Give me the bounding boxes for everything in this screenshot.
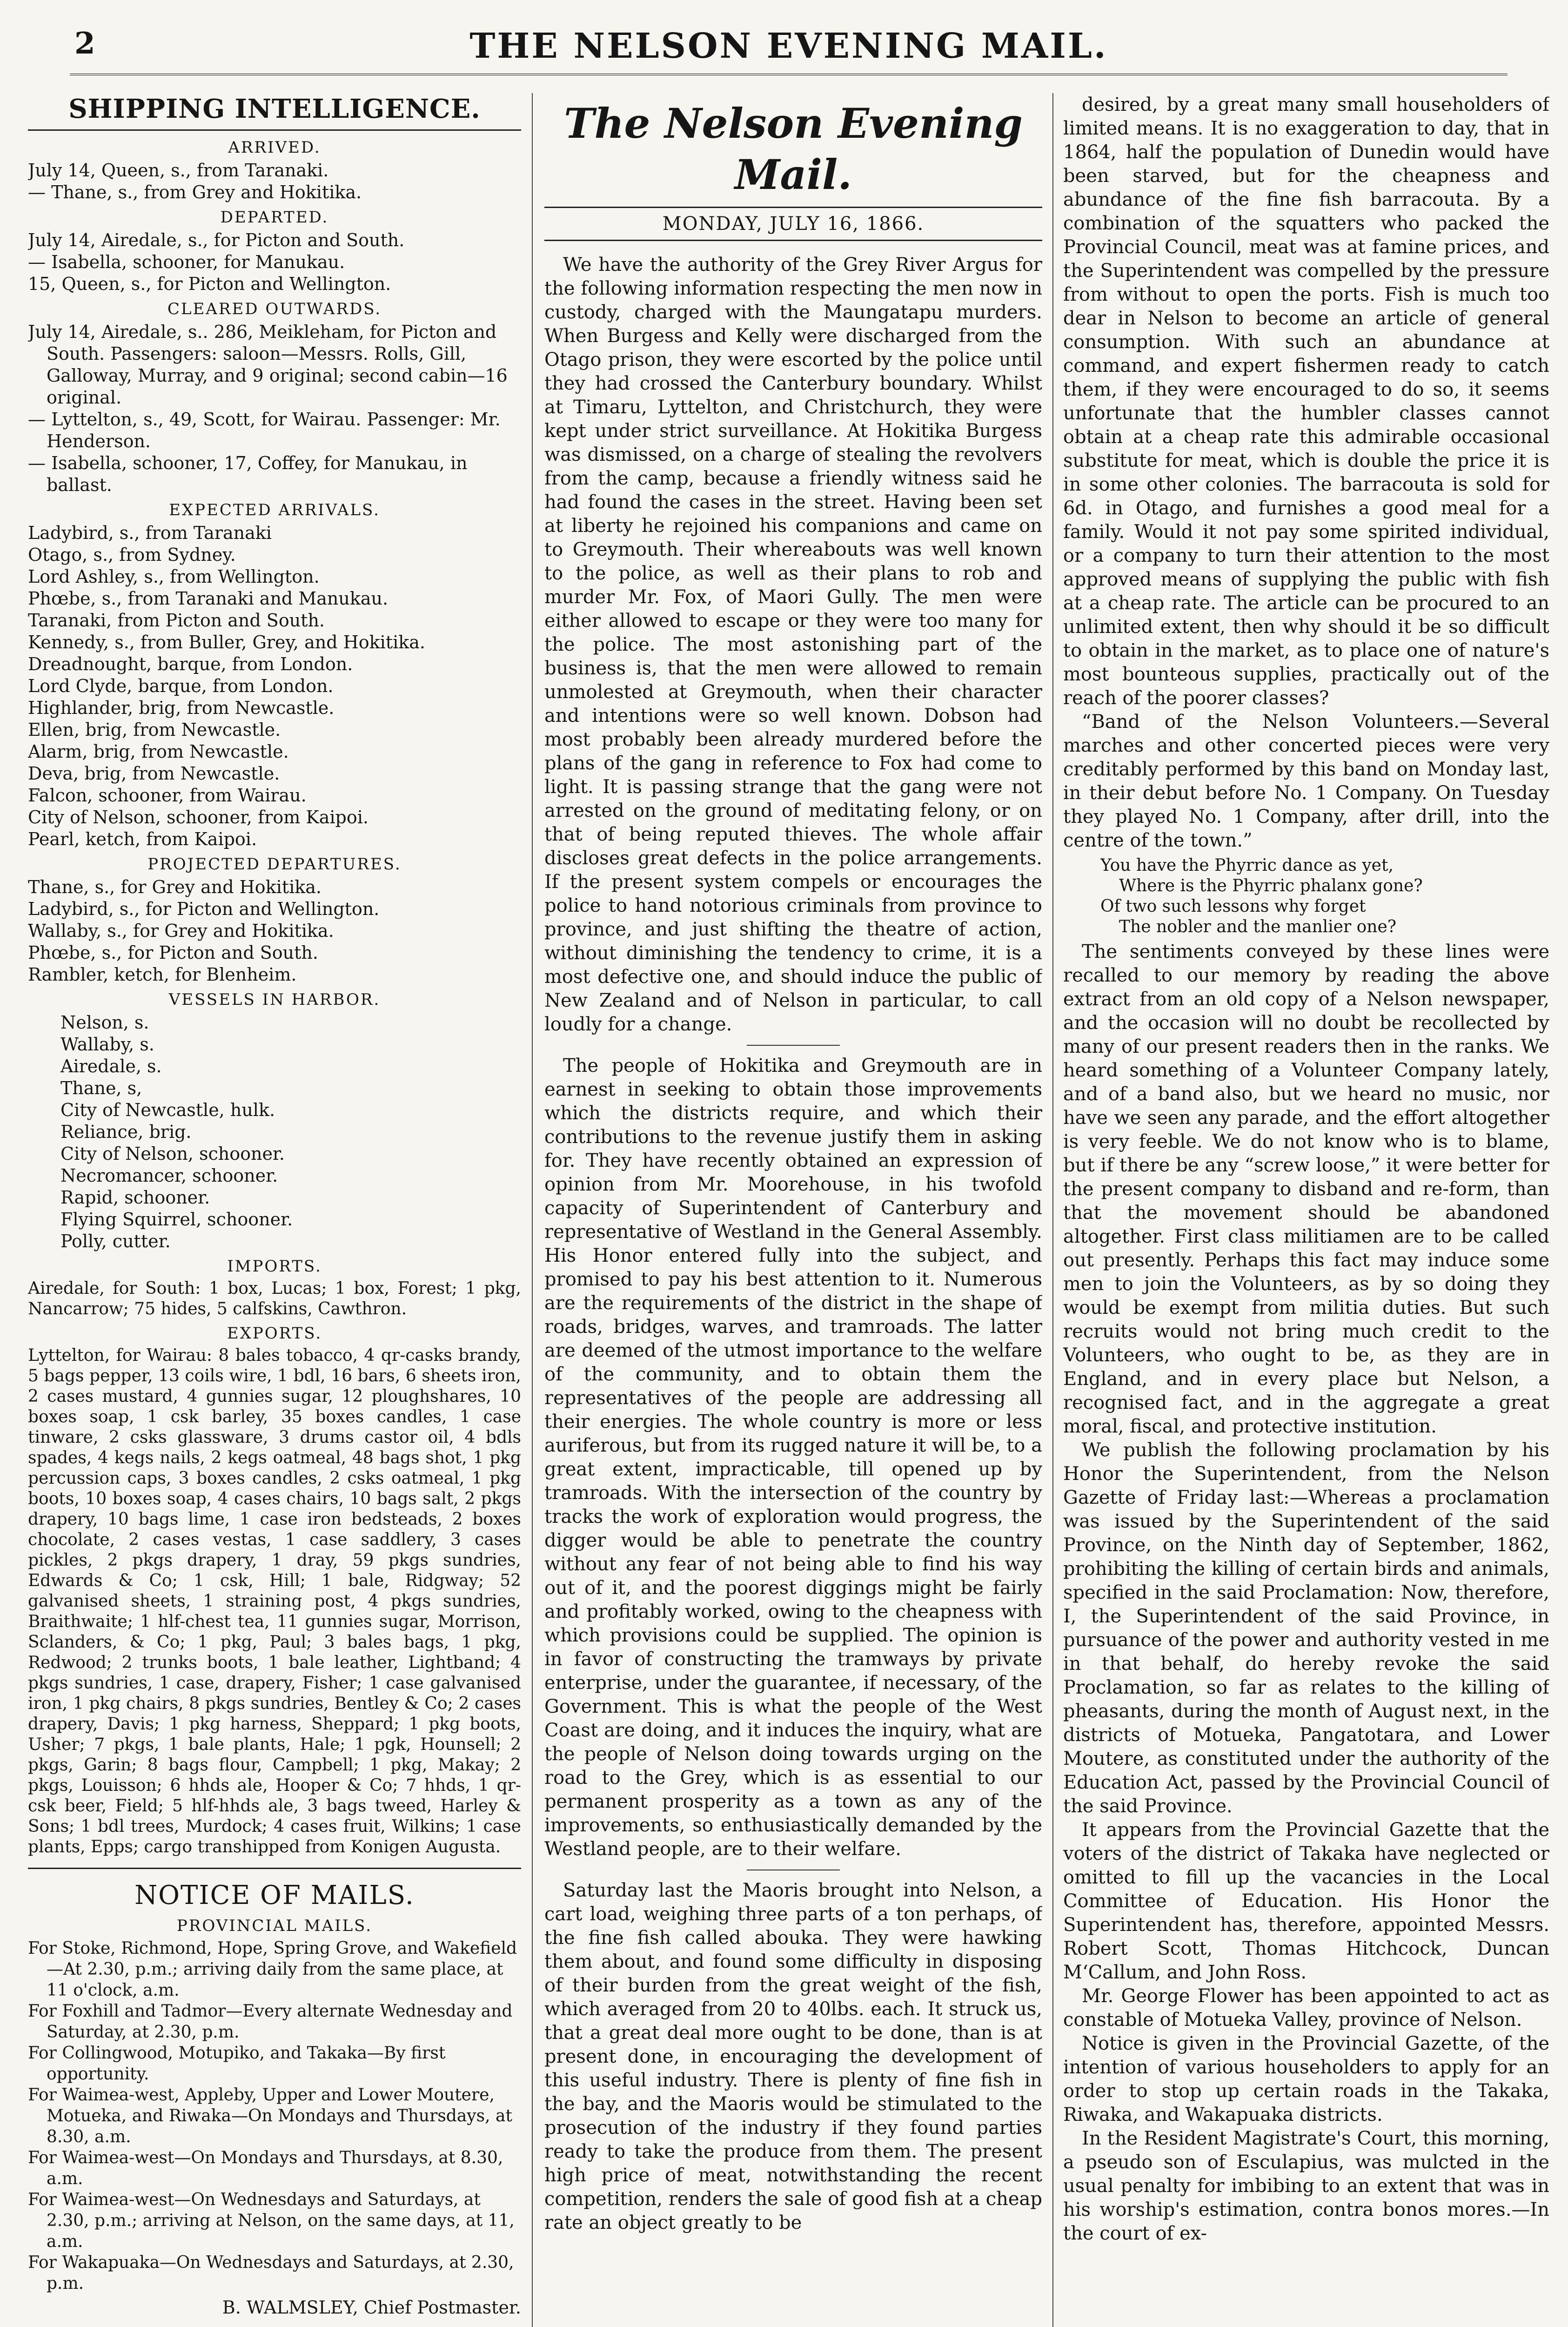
mails-heading: NOTICE OF MAILS. [134, 1880, 415, 1910]
list-item: Kennedy, s., from Buller, Grey, and Hokitika. [28, 632, 425, 652]
mail-item: For Waimea-west, Appleby, Upper and Lower Moutere, Motueka, and Riwaka—On Mondays and Thursdays, at 8.30, a.m. [28, 2085, 512, 2146]
list-item: Lord Clyde, barque, from London. [28, 676, 334, 696]
exports-heading: EXPORTS. [227, 1324, 322, 1343]
mail-item: For Waimea-west—On Mondays and Thursdays, at 8.30, a.m. [28, 2148, 503, 2188]
list-item: City of Nelson, schooner, from Kaipoi. [28, 807, 369, 827]
mail-item: For Stoke, Richmond, Hope, Spring Grove, and Wakefield—At 2.30, p.m.; arriving daily from the same place, at 11 o'clock, a.m. [28, 1939, 517, 2000]
list-item: Rambler, ketch, for Blenheim. [28, 964, 297, 985]
list-item: July 14, Airedale, s.. 286, Meikleham, for Picton and South. Passengers: saloon—Messrs. Rolls, Gill, Galloway, Murray, and 9 original; second cabin—16 original. [28, 322, 508, 408]
poem-line: Of two such lessons why forget [1100, 897, 1366, 916]
list-item: July 14, Airedale, s., for Picton and South. [28, 230, 405, 250]
column-shipping [28, 93, 521, 2327]
article-paragraph: Notice is given in the Provincial Gazette, of the intention of various householders to apply for an order to stop up certain roads in the Takaka, Riwaka, and Wakapuaka districts. [1063, 2033, 1549, 2125]
list-item: — Lyttelton, s., 49, Scott, for Wairau. Passenger: Mr. Henderson. [28, 409, 501, 451]
article-paragraph: The sentiments conveyed by these lines were recalled to our memory by reading the above extract from an old copy of a Nelson newspaper, and the occasion will no doubt be recollected by many of our present readers then in the ranks. We heard something of a Volunteer Company lately, and of a band also, but we heard no music, nor have we seen any parade, and the effort altogether is very feeble. We do not know who is to blame, but if there be any “screw loose,” it were better for the present company to disband and re-form, than that the movement should be abandoned altogether. First class militiamen are to be called out presently. Perhaps this fact may induce some men to join the Volunteers, as by so doing they would be exempt from militia duties. But such recruits would not bring much credit to the Volunteers, who ought to be, as they are in England, and in every place but Nelson, a recognised fact, and in the aggregate a great moral, fiscal, and protective institution. [1063, 941, 1549, 1437]
mail-item: For Collingwood, Motupiko, and Takaka—By first opportunity. [28, 2044, 446, 2084]
article-paragraph: “Band of the Nelson Volunteers.—Several marches and other concerted pieces were very creditably performed by this band on Monday last, in their debut before No. 1 Company. On Tuesday they played No. 1 Company, after drill, into the centre of the town.” [1063, 711, 1549, 851]
list-item: Alarm, brig, from Newcastle. [28, 741, 289, 762]
list-item: Airedale, s. [60, 1056, 162, 1076]
poem-line: You have the Phyrric dance as yet, [1100, 856, 1394, 875]
article-divider [747, 1045, 840, 1046]
provincial-mails-heading: PROVINCIAL MAILS. [176, 1917, 373, 1935]
list-item: July 14, Queen, s., from Taranaki. [28, 160, 329, 181]
list-item: Deva, brig, from Newcastle. [28, 763, 280, 784]
list-item: Lord Ashley, s., from Wellington. [28, 566, 320, 587]
list-item: Reliance, brig. [60, 1122, 192, 1142]
list-item: Rapid, schooner. [60, 1187, 210, 1208]
list-item: City of Nelson, schooner. [60, 1143, 285, 1164]
vessels-heading: VESSELS IN HARBOR. [168, 990, 381, 1009]
imports-text: Airedale, for South: 1 box, Lucas; 1 box, Forest; 1 pkg, Nancarrow; 75 hides, 5 calfskins, Cawthron. [28, 1279, 521, 1318]
list-item: Wallaby, s., for Grey and Hokitika. [28, 921, 334, 941]
list-item: — Isabella, schooner, 17, Coffey, for Manukau, in ballast. [28, 453, 468, 495]
article-paragraph: We publish the following proclamation by his Honor the Superintendent, from the Nelson Gazette of Friday last:—Whereas a proclamation was issued by the Superintendent of the said Province, on the Ninth day of September, 1862, prohibiting the killing of certain birds and animals, specified in the said Proclamation: Now, therefore, I, the Superintendent of the said Province, in pursuance of the power and authority vested in me in that behalf, do hereby revoke the said Proclamation, so far as relates to the killing of pheasants, during the month of August next, in the districts of Motueka, Pangatotara, and Lower Moutere, as constituted under the authority of the Education Act, passed by the Provincial Council of the said Province. [1063, 1439, 1549, 1817]
postmaster-signature: B. WALMSLEY, Chief Postmaster. [222, 2297, 521, 2318]
column-rule [532, 93, 533, 2327]
list-item: Polly, cutter. [60, 1231, 171, 1251]
list-item: 15, Queen, s., for Picton and Wellington. [28, 274, 391, 294]
article-paragraph: It appears from the Provincial Gazette that the voters of the district of Takaka have neglected or omitted to fill up the vacancies in the Local Committee of Education. His Honor the Superintendent has, therefore, appointed Messrs. Robert Scott, Thomas Hitchcock, Duncan M‘Callum, and John Ross. [1063, 1819, 1549, 1983]
list-item: Falcon, schooner, from Wairau. [28, 785, 307, 806]
column-rule [1052, 93, 1053, 2327]
dateline: MONDAY, JULY 16, 1866. [544, 207, 1042, 241]
poem-line: Where is the Phyrric phalanx gone? [1119, 876, 1423, 895]
poem [1063, 855, 1549, 937]
list-item: Dreadnought, barque, from London. [28, 654, 353, 674]
article-paragraph: desired, by a great many small householders of limited means. It is no exaggeration to day, that in 1864, half the population of Dunedin would have been starved, but for the cheapness and abundance of the fine fish barracouta. By a combination of the squatters who packed the Provincial Council, meat was at famine prices, and the Superintendent was compelled by the pressure from without to open the ports. Fish is much too dear in Nelson to become an article of general consumption. With such an abundance at command, and expert fishermen ready to catch them, if they were encouraged to do so, it seems unfortunate that the humbler classes cannot obtain at a cheap rate this admirable occasional substitute for meat, which is double the price it is in some other colonies. The barracouta is sold for 6d. in Otago, and furnishes a good meal for a family. Would it not pay some spirited individual, or a company to turn their attention to the most approved means of supplying the public with fish at a cheap rate. The article can be procured to an unlimited extent, then why should it be so difficult to obtain in the market, as to place one of nature's most bounteous supplies, practically out of the reach of the poorer classes? [1063, 94, 1549, 709]
list-item: Flying Squirrel, schooner. [60, 1209, 293, 1230]
cleared-heading: CLEARED OUTWARDS. [167, 300, 382, 318]
mail-item: For Waimea-west—On Wednesdays and Saturdays, at 2.30, p.m.; arriving at Nelson, on the same days, at 11, a.m. [28, 2190, 515, 2251]
list-item: Thane, s., for Grey and Hokitika. [28, 877, 322, 897]
list-item: Highlander, brig, from Newcastle. [28, 698, 335, 718]
expected-heading: EXPECTED ARRIVALS. [169, 501, 380, 519]
list-item: Ellen, brig, from Newcastle. [28, 720, 281, 740]
paper-title: THE NELSON EVENING MAIL. [469, 26, 1108, 66]
projected-heading: PROJECTED DEPARTURES. [147, 855, 402, 874]
article-paragraph: The people of Hokitika and Greymouth are in earnest in seeking to obtain those improvements which the districts require, and which their contributions to the revenue justify them in asking for. They have recently obtained an expression of opinion from Mr. Moorehouse, in his twofold capacity of Superintendent of Canterbury and representative of Westland in the General Assembly. His Honor entered fully into the subject, and promised to pay his best attention to it. Numerous are the requirements of the district in the shape of roads, bridges, warves, and tramroads. The latter are deemed of the utmost importance to the welfare of the community, and to obtain them the representatives of the people are addressing all their energies. The whole country is more or less auriferous, but from its rugged nature it will be, to a great extent, impracticable, till opened up by tramroads. With the intersection of the country by tracks the work of exploration would progress, the digger would be able to penetrate the country without any fear of not being able to find his way out of it, and the poorest diggings might be fairly and profitably worked, owing to the cheapness with which provisions could be supplied. The opinion is in favor of constructing the tramways by private enterprise, under the guarantee, if necessary, of the Government. This is what the people of the West Coast are doing, and it induces the inquiry, what are the people of Nelson doing towards urging on the road to the Grey, which is as essential to our permanent prosperity as a town as any of the improvements, so enthusiastically demanded by the Westland people, are to their welfare. [544, 1055, 1042, 1860]
departed-heading: DEPARTED. [220, 208, 329, 227]
section-divider [28, 1868, 521, 1869]
mail-item: For Wakapuaka—On Wednesdays and Saturdays, at 2.30, p.m. [28, 2253, 514, 2293]
list-item: Phœbe, s., from Taranaki and Manukau. [28, 588, 389, 609]
list-item: Otago, s., from Sydney. [28, 545, 236, 565]
article-paragraph: In the Resident Magistrate's Court, this morning, a pseudo son of Esculapius, was mulcted in the usual penalty for imbibing to an extent that was in his worship's estimation, contra bonos mores.—In the court of ex- [1063, 2128, 1549, 2244]
list-item: Pearl, ketch, from Kaipoi. [28, 829, 257, 849]
list-item: — Isabella, schooner, for Manukau. [28, 252, 345, 272]
list-item: City of Newcastle, hulk. [60, 1100, 275, 1120]
list-item: Necromancer, schooner. [60, 1165, 278, 1186]
list-item: Taranaki, from Picton and South. [28, 610, 325, 631]
page-number: 2 [74, 26, 95, 61]
article-paragraph: We have the authority of the Grey River Argus for the following information respecting the men now in custody, charged with the Maungatapu murders. When Burgess and Kelly were discharged from the Otago prison, they were escorted by the police until they had crossed the Canterbury boundary. Whilst at Timaru, Lyttelton, and Christchurch, they were kept under strict surveillance. At Hokitika Burgess was dismissed, on a charge of stealing the revolvers from the camp, because a friendly witness said he had found the cases in the street. Having been set at liberty he rejoined his companions and came on to Greymouth. Their whereabouts was well known to the police, as well as their plans to rob and murder Mr. Fox, of Maori Gully. The men were either allowed to escape or they were too many for the police. The most astonishing part of the business is, that the men were allowed to remain unmolested at Greymouth, when their character and intentions were so well known. Dobson had most probably been already murdered before the plans of the gang in reference to Fox had come to light. It is passing strange that the gang were not arrested on the ground of meditating felony, or on that of being reputed thieves. The whole affair discloses great defects in the police arrangements. If the present system compels or encourages the police to hand notorious criminals from province to province, and just shifting the theatre of action, without diminishing the tendency to crime, it is a most defective one, and should induce the public of New Zealand and of Nelson in particular, to call loudly for a change. [544, 254, 1042, 1035]
nameplate: The Nelson Evening Mail. [564, 99, 1023, 199]
exports-text: Lyttelton, for Wairau: 8 bales tobacco, 4 qr-casks brandy, 5 bags pepper, 13 coils wire, 1 bdl, 16 bars, 6 sheets iron, 2 cases mustard, 4 gunnies sugar, 12 ploughshares, 10 boxes soap, 1 csk barley, 35 boxes candles, 1 case tinware, 2 csks glassware, 3 drums castor oil, 4 bdls spades, 4 kegs nails, 2 kegs oatmeal, 48 bags shot, 1 pkg percussion caps, 3 boxes candles, 2 csks oatmeal, 1 pkg boots, 10 boxes soap, 4 cases chairs, 10 bags salt, 2 pkgs drapery, 10 bags lime, 1 case iron bedsteads, 2 boxes chocolate, 2 cases vestas, 1 case saddlery, 3 cases pickles, 2 pkgs drapery, 1 dray, 59 pkgs sundries, Edwards & Co; 1 csk, Hill; 1 bale, Ridgway; 52 galvanised sheets, 1 straining post, 4 pkgs sundries, Braithwaite; 1 hlf-chest tea, 11 gunnies sugar, Morrison, Sclanders, & Co; 1 pkg, Paul; 3 bales bags, 1 pkg, Redwood; 2 trunks boots, 1 bale leather, Lightband; 4 pkgs sundries, 1 case, drapery, Fisher; 1 case galvanised iron, 1 pkg chairs, 8 pkgs sundries, Bentley & Co; 2 cases drapery, Davis; 1 pkg harness, Sheppard; 1 pkg boots, Usher; 7 pkgs, 1 bale plants, Hale; 1 pgk, Hounsell; 2 pkgs, Garin; 8 bags flour, Campbell; 1 pkg, Makay; 2 pkgs, Louisson; 6 hhds ale, Hooper & Co; 7 hhds, 1 qr-csk beer, Field; 5 hlf-hhds ale, 3 bags tweed, Harley & Sons; 1 bdl trees, Murdock; 4 cases fruit, Wilkins; 1 case plants, Epps; cargo transhipped from Konigen Augusta. [28, 1346, 521, 1856]
list-item: Wallaby, s. [60, 1034, 154, 1055]
list-item: Phœbe, s., for Picton and South. [28, 942, 318, 963]
imports-heading: IMPORTS. [227, 1257, 322, 1276]
article-paragraph: Saturday last the Maoris brought into Nelson, a cart load, weighing three parts of a ton perhaps, of the fine fish called abouka. They were hawking them about, and found some difficulty in disposing of their burden from the great weight of the fish, which averaged from 20 to 40lbs. each. It struck us, that a great deal more ought to be done, than is at present done, in encouraging the development of this useful industry. There is plenty of fine fish in the bay, and the Maoris would be stimulated to the prosecution of the industry if they found parties ready to take the produce from them. The present high price of meat, notwithstanding the recent competition, renders the sale of good fish at a cheap rate an object greatly to be [544, 1880, 1042, 2233]
list-item: — Thane, s., from Grey and Hokitika. [28, 182, 362, 202]
masthead [70, 22, 1508, 75]
list-item: Thane, s, [60, 1078, 142, 1098]
list-item: Nelson, s. [60, 1012, 149, 1033]
article-paragraph: Mr. George Flower has been appointed to act as constable of Motueka Valley, province of Nelson. [1063, 1985, 1549, 2031]
mail-item: For Foxhill and Tadmor—Every alternate Wednesday and Saturday, at 2.30, p.m. [28, 2002, 513, 2042]
shipping-heading: SHIPPING INTELLIGENCE. [28, 93, 521, 131]
column-editorial [544, 93, 1042, 2327]
list-item: Ladybird, s., for Picton and Wellington. [28, 899, 380, 919]
arrived-heading: ARRIVED. [228, 138, 321, 157]
column-news [1063, 93, 1549, 2327]
poem-line: The nobler and the manlier one? [1119, 917, 1397, 936]
list-item: Ladybird, s., from Taranaki [28, 523, 272, 543]
